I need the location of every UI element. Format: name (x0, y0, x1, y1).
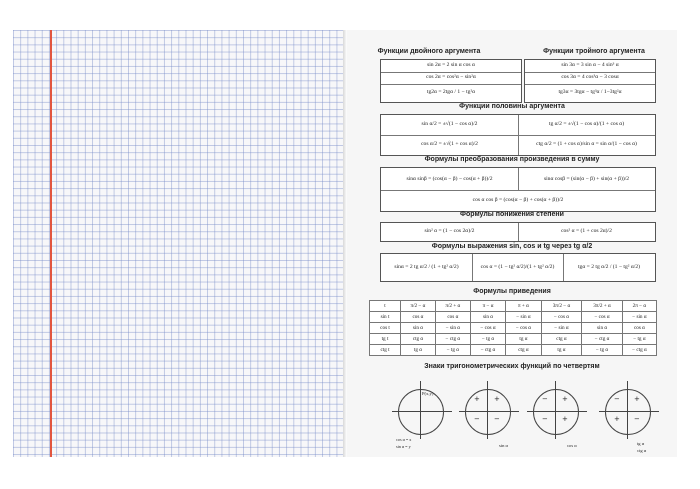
point-label: P(x,y) (422, 391, 434, 396)
unit-circle-diagram (392, 377, 452, 455)
formula: cos α/2 = ±√(1 + cos α)/2 (421, 141, 478, 147)
graph-paper-page (13, 30, 343, 457)
formula: tg2α = 2tgα / 1 − tg²α (426, 89, 476, 95)
formula: cos² α = (1 + cos 2α)/2 (561, 228, 612, 234)
table-cell: − tg α (582, 345, 623, 356)
table-cell: − cos α (470, 323, 505, 334)
half-arg-box (380, 114, 656, 156)
table-cell: tg t (370, 334, 401, 345)
power-reduction-box (380, 222, 656, 242)
product-to-sum-box (380, 167, 656, 212)
table-cell: cos α (435, 312, 470, 323)
table-cell: − tg α (470, 334, 505, 345)
table-cell: − ctg α (622, 345, 656, 356)
table-cell: cos α (401, 312, 436, 323)
quadrants-title: Знаки тригонометрических функций по четвертям (424, 363, 600, 370)
table-cell: − cos α (582, 312, 623, 323)
formula: tg3α = 3tgα − tg³α / 1−3tg²α (558, 89, 622, 95)
table-cell: sin α (401, 323, 436, 334)
product-to-sum-title: Формулы преобразования произведения в сумму (424, 156, 600, 163)
tan-half-title: Формулы выражения sin, cos и tg через tg α/2 (431, 243, 593, 250)
ctg-label: ctg α (637, 448, 647, 453)
table-header-row (370, 301, 657, 312)
cos-sign-diagram: − + − + cos α (527, 377, 587, 455)
table-cell: ctg t (370, 345, 401, 356)
table-cell: − cos α (506, 323, 541, 334)
table-row (370, 334, 657, 345)
formula: sinα sinβ = (cos(α − β) − cos(α + β))/2 (406, 176, 493, 182)
table-cell: sin α (470, 312, 505, 323)
formula: cos 2α = cos²α − sin²α (426, 74, 476, 80)
sin-label: sin α (499, 443, 508, 448)
table-row (370, 312, 657, 323)
trig-formulas-page (347, 30, 677, 457)
table-cell: − sin α (622, 312, 656, 323)
table-header-cell: π/2 + α (435, 301, 470, 312)
double-arg-box (380, 59, 522, 103)
table-cell: ctg α (541, 334, 582, 345)
table-header-cell: 3π/2 − α (541, 301, 582, 312)
margin-line (50, 30, 52, 457)
tg-label: tg α (637, 441, 645, 446)
table-cell: − tg α (622, 334, 656, 345)
table-header-cell: π − α (470, 301, 505, 312)
tan-half-box (380, 253, 656, 282)
formula: tgα = 2 tg α/2 / (1 − tg² α/2) (578, 264, 640, 270)
formula: sin 2α = 2 sin α cos α (427, 62, 475, 68)
table-row (370, 323, 657, 334)
formula: sinα cosβ = (sin(α − β) + sin(α + β))/2 (543, 176, 630, 182)
double-arg-title: Функции двойного аргумента (377, 48, 481, 55)
reduction-table (369, 300, 657, 356)
formula: ctg α/2 = (1 + cos α)/sin α = sin α/(1 − cos α) (536, 141, 637, 147)
sin-sign-diagram: + + − − sin α (459, 377, 519, 455)
table-row (370, 345, 657, 356)
table-header-cell: t (370, 301, 401, 312)
formula: sin² α = (1 − cos 2α)/2 (424, 228, 475, 234)
table-cell: cos t (370, 323, 401, 334)
cos-label: cos α (567, 443, 577, 448)
cos-definition: cos α = x (396, 437, 412, 442)
table-header-cell: π/2 − α (401, 301, 436, 312)
formula: sin 3α = 3 sin α − 4 sin³ α (561, 62, 619, 68)
table-cell: − ctg α (582, 334, 623, 345)
formula: cos 3α = 4 cos³α − 3 cosα (561, 74, 619, 80)
table-cell: cos α (622, 323, 656, 334)
table-cell: tg α (401, 345, 436, 356)
triple-arg-box (524, 59, 656, 103)
table-header-cell: 2π − α (622, 301, 656, 312)
triple-arg-title: Функции тройного аргумента (543, 48, 645, 55)
table-cell: − tg α (435, 345, 470, 356)
reduction-title: Формулы приведения (473, 288, 551, 295)
formula: cos α cos β = (cos(α − β) + cos(α + β))/2 (472, 197, 564, 203)
table-cell: ctg α (401, 334, 436, 345)
formula: sin α/2 = ±√(1 − cos α)/2 (421, 121, 478, 127)
table-cell: tg α (541, 345, 582, 356)
table-cell: ctg α (506, 345, 541, 356)
formula: cos α = (1 − tg² α/2)/(1 + tg² α/2) (480, 264, 555, 270)
table-header-cell: π + α (506, 301, 541, 312)
sin-definition: sin α = y (396, 444, 411, 449)
table-cell: − cos α (541, 312, 582, 323)
table-cell: − sin α (506, 312, 541, 323)
power-reduction-title: Формулы понижения степени (460, 211, 564, 218)
formula: tg α/2 = ±√(1 − cos α)/(1 + cos α) (548, 121, 625, 127)
half-arg-title: Функции половины аргумента (459, 103, 565, 110)
tg-ctg-sign-diagram: − + + − tg α ctg α (599, 377, 663, 457)
table-cell: − ctg α (470, 345, 505, 356)
table-cell: sin α (582, 323, 623, 334)
table-cell: − sin α (435, 323, 470, 334)
formula: sinα = 2 tg α/2 / (1 + tg² α/2) (394, 264, 459, 270)
table-cell: − sin α (541, 323, 582, 334)
table-cell: sin t (370, 312, 401, 323)
table-header-cell: 3π/2 + α (582, 301, 623, 312)
table-cell: tg α (506, 334, 541, 345)
table-cell: − ctg α (435, 334, 470, 345)
